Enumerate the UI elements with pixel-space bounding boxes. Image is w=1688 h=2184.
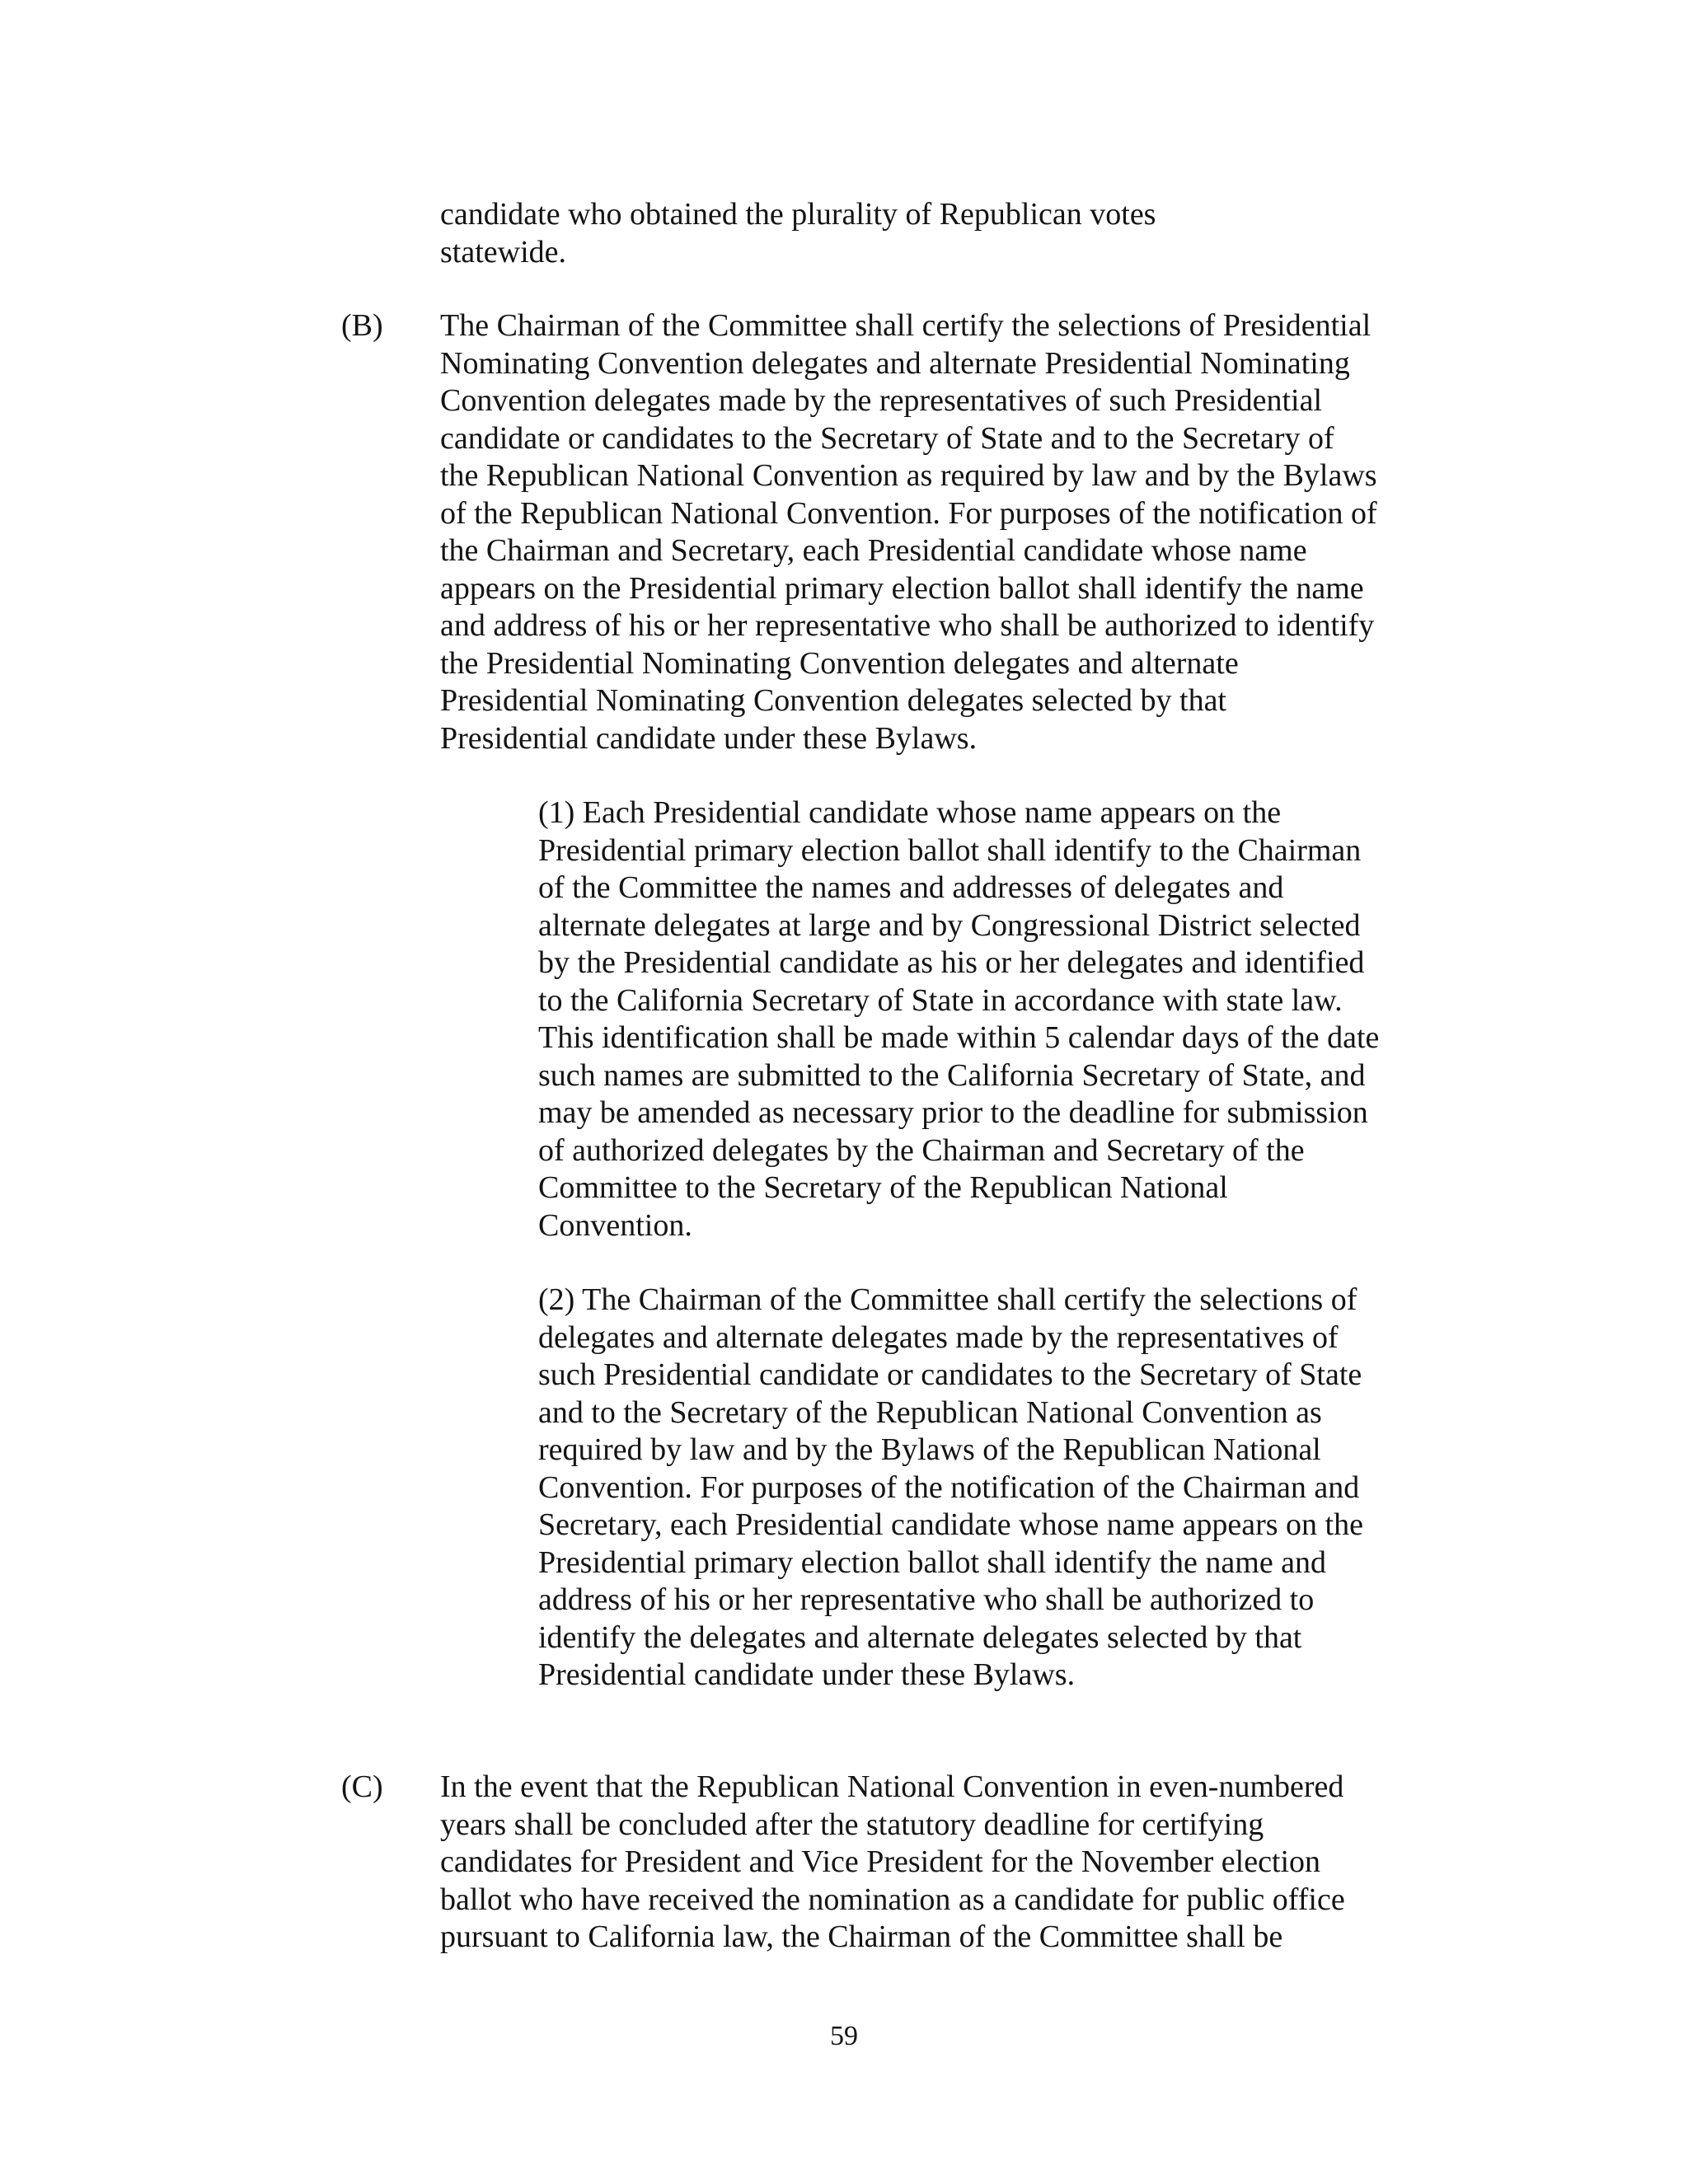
text-line: Nominating Convention delegates and alternate Presidential Nominating xyxy=(440,345,1350,381)
text-line: Convention. xyxy=(538,1207,692,1243)
page-number: 59 xyxy=(830,2021,858,2051)
text-line: by the Presidential candidate as his or her delegates and identified xyxy=(538,945,1365,980)
text-line: and address of his or her representative who shall be authorized to identify xyxy=(440,608,1375,643)
text-line: such Presidential candidate or candidates to the Secretary of State xyxy=(538,1357,1362,1392)
text-line: statewide. xyxy=(440,234,567,269)
section-b-label: (B) xyxy=(341,308,383,343)
text-line xyxy=(440,382,1377,420)
text-line: and to the Secretary of the Republican National Convention as xyxy=(538,1394,1322,1430)
text-line: of the Committee the names and addresses of delegates and xyxy=(538,870,1284,905)
text-line: ballot who have received the nomination as a candidate for public office xyxy=(440,1882,1345,1917)
text-line: Presidential primary election ballot shall identify to the Chairman xyxy=(538,832,1362,868)
text-line: may be amended as necessary prior to the deadline for submission xyxy=(538,1095,1368,1130)
text-line: The Chairman of the Committee shall certify the selections of Presidential xyxy=(440,308,1372,343)
text-line: identify the delegates and alternate delegates selected by that xyxy=(538,1619,1302,1655)
text-line: This identification shall be made within 5 calendar days of the date xyxy=(538,1020,1380,1055)
text-line: Committee to the Secretary of the Republican National xyxy=(538,1170,1228,1205)
text-line: to the California Secretary of State in accordance with state law. xyxy=(538,982,1343,1018)
text-line: Presidential Nominating Convention delegates selected by that xyxy=(440,683,1226,718)
section-b-item-2 xyxy=(538,1282,1363,1694)
text-line: candidate or candidates to the Secretary of State and to the Secretary of xyxy=(440,420,1334,456)
text-line: pursuant to California law, the Chairman of the Committee shall be xyxy=(440,1919,1283,1954)
text-line: delegates and alternate delegates made by the representatives of xyxy=(538,1319,1339,1355)
text-line: of the Republican National Convention. For purposes of the notification of xyxy=(440,495,1377,531)
text-line: Presidential candidate under these Bylaws. xyxy=(538,1657,1076,1692)
text-line: the Presidential Nominating Convention delegates and alternate xyxy=(440,645,1239,681)
text-line: Secretary, each Presidential candidate whose name appears on the xyxy=(538,1507,1363,1542)
section-c-label: (C) xyxy=(341,1769,383,1804)
intro-paragraph xyxy=(440,196,1156,271)
text-line: address of his or her representative who shall be authorized to xyxy=(538,1582,1315,1617)
section-b-paragraph xyxy=(440,307,1377,757)
text-line: such names are submitted to the California Secretary of State, and xyxy=(538,1057,1366,1093)
text-fragment: Convention xyxy=(440,383,587,418)
text-line: Convention. For purposes of the notification of the Chairman and xyxy=(538,1469,1360,1505)
text-line: the Republican National Convention as required by law and by the Bylaws xyxy=(440,458,1377,493)
text-line: of authorized delegates by the Chairman and Secretary of the xyxy=(538,1132,1305,1168)
text-fragment: delegates made by the representatives of such Presidential xyxy=(586,383,1323,418)
text-line: candidates for President and Vice President for the November election xyxy=(440,1844,1321,1879)
text-line: candidate who obtained the plurality of Republican votes xyxy=(440,197,1156,232)
text-line: required by law and by the Bylaws of the Republican National xyxy=(538,1432,1321,1467)
text-line: years shall be concluded after the statutory deadline for certifying xyxy=(440,1807,1264,1842)
text-line: (1) Each Presidential candidate whose name appears on the xyxy=(538,795,1282,830)
section-b-item-1 xyxy=(538,794,1379,1244)
text-line: (2) The Chairman of the Committee shall certify the selections of xyxy=(538,1282,1357,1317)
text-line: Presidential primary election ballot shall identify the name and xyxy=(538,1544,1327,1580)
text-line: appears on the Presidential primary election ballot shall identify the name xyxy=(440,570,1364,606)
text-line: the Chairman and Secretary, each Presidential candidate whose name xyxy=(440,533,1307,568)
section-c-paragraph xyxy=(440,1769,1345,1957)
text-line: alternate delegates at large and by Congressional District selected xyxy=(538,907,1361,943)
text-line: In the event that the Republican National Convention in even-numbered xyxy=(440,1769,1344,1804)
text-line: Presidential candidate under these Bylaws. xyxy=(440,720,978,756)
